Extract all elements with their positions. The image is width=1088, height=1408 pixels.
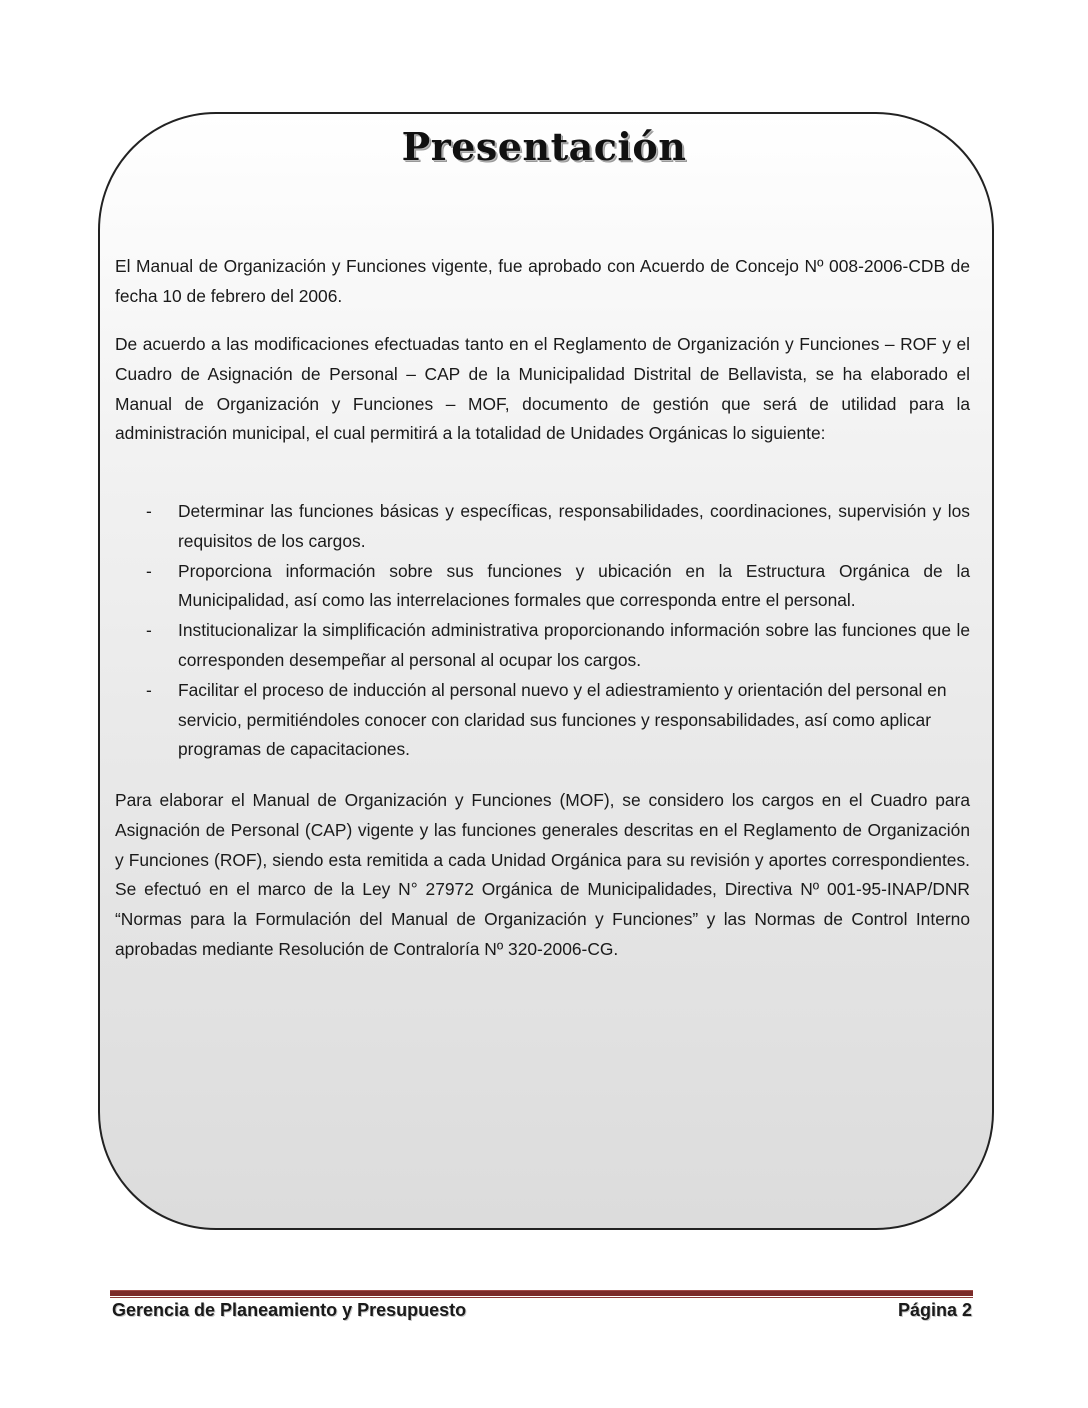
bullet-dash: - [146,501,152,521]
bullet-dash: - [146,679,152,700]
list-item [115,557,970,617]
list-item-text: Institucionalizar la simplificación administrativa proporcionando información sobre las funciones que le corresponden desempeñar al personal al ocupar los cargos. [178,620,970,670]
list-item-text: Proporciona información sobre sus funciones y ubicación en la Estructura Orgánica de la Municipalidad, así como las interrelaciones formales que corresponda entre el personal. [178,560,970,611]
list-item [115,497,970,557]
list-item-text: Facilitar el proceso de inducción al personal nuevo y el adiestramiento y orientación del personal en servicio, permitiéndoles conocer con claridad sus funciones y responsabilidades, así como aplicar programas de capacitaciones. [178,679,947,760]
page-number: Página 2 [897,1300,972,1320]
page-title: Presentación [401,124,687,169]
bullet-dash: - [146,620,152,641]
objectives-list [115,497,970,765]
footer-department: Gerencia de Planeamiento y Presupuesto [112,1300,467,1320]
bullet-dash: - [146,560,152,581]
paragraph-approval: El Manual de Organización y Funciones vigente, fue aprobado con Acuerdo de Concejo Nº 008-2006-CDB de fecha 10 de febrero del 2006. [115,256,970,306]
list-item [115,616,970,676]
footer-divider-thin [110,1297,973,1298]
list-item [115,676,970,765]
paragraph-modifications: De acuerdo a las modificaciones efectuadas tanto en el Reglamento de Organización y Funciones – ROF y el Cuadro de Asignación de Personal – CAP de la Municipalidad Distrital de Bellavista, se ha elaborado el Manual de Organización y Funciones – MOF, documento de gestión que será de utilidad para la administración municipal, el cual permitirá a la totalidad de Unidades Orgánicas lo siguiente: [115,334,970,444]
footer-divider [110,1290,973,1296]
paragraph-elaboration: Para elaborar el Manual de Organización y Funciones (MOF), se considero los cargos en el Cuadro para Asignación de Personal (CAP) vigente y las funciones generales descritas en el Reglamento de Organización y Funciones (ROF), siendo esta remitida a cada Unidad Orgánica para su revisión y aportes correspondientes. Se efectuó en el marco de la Ley N° 27972 Orgánica de Municipalidades, Directiva Nº 001-95-INAP/DNR “Normas para la Formulación del Manual de Organización y Funciones” y las Normas de Control Interno aprobadas mediante Resolución de Contraloría Nº 320-2006-CG. [115,790,970,959]
list-item-text: Determinar las funciones básicas y específicas, responsabilidades, coordinaciones, supervisión y los requisitos de los cargos. [178,501,970,551]
